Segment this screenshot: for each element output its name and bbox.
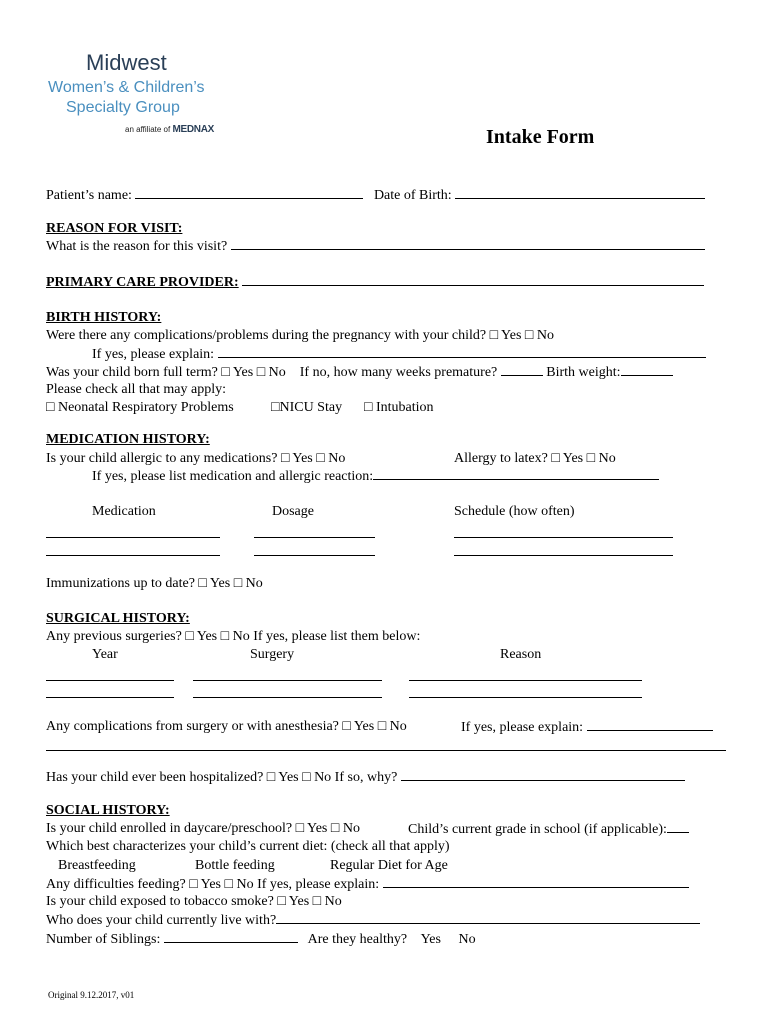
grade-field[interactable] [667, 820, 689, 833]
reason-heading: REASON FOR VISIT: [46, 221, 183, 236]
reason-line-2[interactable] [409, 697, 642, 698]
affiliate-brand: MEDNAX [172, 124, 214, 135]
healthy-question: Are they healthy? [307, 932, 408, 947]
medication-allergy-question: Is your child allergic to any medications? □ Yes □ No [46, 451, 346, 466]
logo-affiliate [125, 124, 214, 135]
complications-line-2[interactable] [46, 750, 726, 751]
medication-list-label: If yes, please list medication and allergic reaction: [92, 469, 374, 484]
birth-q1: Were there any complications/problems during the pregnancy with your child? □ Yes □ No [46, 328, 554, 343]
birth-heading: BIRTH HISTORY: [46, 310, 162, 325]
footer-version: Original 9.12.2017, v01 [48, 990, 135, 1000]
pcp-row [46, 273, 704, 291]
birth-option-nicu[interactable]: □NICU Stay [271, 400, 343, 415]
medication-col-header: Medication [92, 504, 156, 519]
immunizations-question: Immunizations up to date? □ Yes □ No [46, 576, 263, 591]
birth-option-neonatal[interactable]: □ Neonatal Respiratory Problems [46, 400, 234, 415]
complications-explain-row [461, 718, 713, 736]
schedule-col-header: Schedule (how often) [454, 504, 575, 519]
schedule-line-2[interactable] [454, 555, 673, 556]
hospitalized-question: Has your child ever been hospitalized? □ Yes □ No If so, why? [46, 770, 398, 785]
medication-line-1[interactable] [46, 537, 220, 538]
reason-question: What is the reason for this visit? [46, 239, 228, 254]
hospitalized-field[interactable] [401, 768, 685, 781]
birth-q2-row [46, 363, 673, 381]
surgery-line-2[interactable] [193, 697, 382, 698]
pcp-heading: PRIMARY CARE PROVIDER: [46, 275, 239, 290]
dosage-line-2[interactable] [254, 555, 375, 556]
hospitalized-row [46, 768, 685, 786]
affiliate-text: an affiliate of [125, 125, 171, 134]
healthy-yes-option[interactable]: Yes [420, 932, 441, 947]
form-title: Intake Form [486, 126, 595, 148]
year-col-header: Year [92, 647, 118, 662]
healthy-no-option[interactable]: No [458, 932, 476, 947]
patient-name-label: Patient’s name: [46, 188, 132, 203]
schedule-line-1[interactable] [454, 537, 673, 538]
complications-question: Any complications from surgery or with anesthesia? □ Yes □ No [46, 719, 407, 734]
surgical-heading: SURGICAL HISTORY: [46, 611, 190, 626]
birth-premature-label: If no, how many weeks premature? [299, 365, 498, 380]
logo-line-3: Specialty Group [66, 99, 180, 116]
grade-label: Child’s current grade in school (if applicable): [408, 822, 667, 837]
diet-option-breastfeeding[interactable]: Breastfeeding [58, 858, 136, 873]
patient-row [46, 186, 705, 204]
latex-allergy-question: Allergy to latex? □ Yes □ No [454, 451, 616, 466]
birth-q2: Was your child born full term? □ Yes □ No [46, 365, 286, 380]
dob-label: Date of Birth: [373, 188, 452, 203]
tobacco-question: Is your child exposed to tobacco smoke? □ Yes □ No [46, 894, 342, 909]
logo-line-2: Women’s & Children’s [48, 79, 205, 96]
pcp-field[interactable] [242, 273, 704, 286]
premature-weeks-field[interactable] [501, 363, 543, 376]
diet-option-regular[interactable]: Regular Diet for Age [330, 858, 448, 873]
medication-line-2[interactable] [46, 555, 220, 556]
grade-row [408, 820, 689, 838]
reason-field[interactable] [231, 237, 705, 250]
birth-option-intubation[interactable]: □ Intubation [364, 400, 434, 415]
reason-row [46, 237, 705, 255]
siblings-row [46, 930, 476, 948]
complications-field[interactable] [587, 718, 713, 731]
social-heading: SOCIAL HISTORY: [46, 803, 170, 818]
medication-list-row [92, 467, 659, 485]
lives-with-question: Who does your child currently live with? [46, 913, 277, 928]
lives-with-row [46, 911, 700, 929]
siblings-field[interactable] [164, 930, 298, 943]
medication-heading: MEDICATION HISTORY: [46, 432, 210, 447]
feeding-row [46, 875, 689, 893]
year-line-1[interactable] [46, 680, 174, 681]
surgery-col-header: Surgery [250, 647, 295, 662]
logo-line-1: Midwest [86, 50, 167, 75]
birth-q1-explain-row [92, 345, 706, 363]
reason-col-header: Reason [500, 647, 542, 662]
daycare-question: Is your child enrolled in daycare/preschool? □ Yes □ No [46, 821, 360, 836]
birth-q1-explain-label: If yes, please explain: [92, 347, 215, 362]
diet-question: Which best characterizes your child’s current diet: (check all that apply) [46, 839, 450, 854]
patient-name-field[interactable] [135, 186, 363, 199]
lives-with-field[interactable] [276, 911, 700, 924]
birth-explain-field[interactable] [218, 345, 706, 358]
surgical-question: Any previous surgeries? □ Yes □ No If yes, please list them below: [46, 629, 421, 644]
dosage-col-header: Dosage [272, 504, 314, 519]
feeding-question: Any difficulties feeding? □ Yes □ No If yes, please explain: [46, 877, 380, 892]
organization-logo [48, 50, 244, 140]
complications-explain-label: If yes, please explain: [461, 720, 584, 735]
surgery-line-1[interactable] [193, 680, 382, 681]
year-line-2[interactable] [46, 697, 174, 698]
diet-option-bottle[interactable]: Bottle feeding [195, 858, 275, 873]
dob-field[interactable] [455, 186, 705, 199]
feeding-field[interactable] [383, 875, 689, 888]
reason-line-1[interactable] [409, 680, 642, 681]
allergic-reaction-field[interactable] [373, 467, 659, 480]
birth-check-label: Please check all that may apply: [46, 382, 226, 397]
siblings-label: Number of Siblings: [46, 932, 161, 947]
birth-weight-label: Birth weight: [546, 365, 621, 380]
dosage-line-1[interactable] [254, 537, 375, 538]
birth-weight-field[interactable] [621, 363, 673, 376]
